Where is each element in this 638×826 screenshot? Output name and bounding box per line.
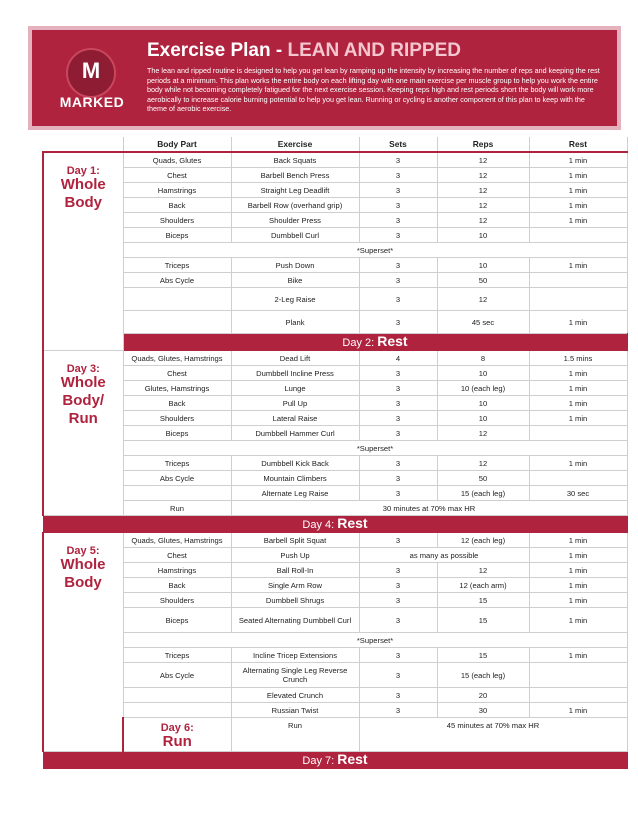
table-row: Hamstrings Straight Leg Deadlift 3 12 1 min <box>43 183 627 198</box>
table-row: Hamstrings Ball Roll-In 3 12 1 min <box>43 563 627 578</box>
table-row: Day 5: Whole Body Quads, Glutes, Hamstrings Barbell Split Squat 3 12 (each leg) 1 min <box>43 533 627 548</box>
superset-row: *Superset* <box>43 243 627 258</box>
schedule-table <box>42 137 628 769</box>
table-row: Shoulders Shoulder Press 3 12 1 min <box>43 213 627 228</box>
run-row: Day 6: Run Run 45 minutes at 70% max HR <box>43 718 627 752</box>
col-exercise: Exercise <box>231 137 359 152</box>
table-row: Back Barbell Row (overhand grip) 3 12 1 min <box>43 198 627 213</box>
col-rest: Rest <box>529 137 627 152</box>
exercise-schedule <box>42 137 626 769</box>
marked-logo <box>44 44 140 114</box>
table-row: Back Pull Up 3 10 1 min <box>43 396 627 411</box>
day4-rest-row <box>43 516 627 533</box>
table-row: Alternate Leg Raise 3 15 (each leg) 30 sec <box>43 486 627 501</box>
day5-label: Day 5: Whole Body <box>43 533 123 752</box>
logo-mark-icon: M <box>66 48 116 98</box>
table-row: Abs Cycle Bike 3 50 <box>43 273 627 288</box>
table-row: Day 3: Whole Body/ Run Quads, Glutes, Hamstrings Dead Lift 4 8 1.5 mins <box>43 351 627 366</box>
page-title <box>147 40 461 62</box>
table-row: Triceps Dumbbell Kick Back 3 12 1 min <box>43 456 627 471</box>
table-row: Back Single Arm Row 3 12 (each arm) 1 min <box>43 578 627 593</box>
table-row: Abs Cycle Alternating Single Leg Reverse Crunch 3 15 (each leg) <box>43 663 627 688</box>
table-row: Shoulders Lateral Raise 3 10 1 min <box>43 411 627 426</box>
table-row: Abs Cycle Mountain Climbers 3 50 <box>43 471 627 486</box>
column-header-row <box>43 137 627 152</box>
day6-label: Day 6: Run <box>123 718 231 752</box>
logo-wordmark: MARKED <box>59 94 125 110</box>
col-body-part: Body Part <box>123 137 231 152</box>
day4-pre: Day 4: <box>302 518 335 531</box>
table-row: Triceps Push Down 3 10 1 min <box>43 258 627 273</box>
col-reps: Reps <box>437 137 529 152</box>
table-row: Plank 3 45 sec 1 min <box>43 311 627 334</box>
day2-rest-row <box>43 334 627 351</box>
day7-pre: Day 7: <box>302 754 335 767</box>
table-row: Chest Barbell Bench Press 3 12 1 min <box>43 168 627 183</box>
table-row: Biceps Dumbbell Curl 3 10 <box>43 228 627 243</box>
table-row: Chest Dumbbell Incline Press 3 10 1 min <box>43 366 627 381</box>
day1-label: Day 1: Whole Body <box>43 152 123 351</box>
day4-name: Rest <box>337 514 368 531</box>
table-row: Elevated Crunch 3 20 <box>43 688 627 703</box>
day7-name: Rest <box>337 750 368 767</box>
day2-name: Rest <box>377 332 408 349</box>
col-sets: Sets <box>359 137 437 152</box>
title-sub: LEAN AND RIPPED <box>287 40 461 61</box>
plan-description: The lean and ripped routine is designed to help you get lean by ramping up the intensity by increasing the number of reps and keeping the rest periods at a minimum. This plan works the entire body on each lifting day with one main exercise per muscle group to help you work the entire body while not becoming completely fatigued for the next exercise session. Keeping reps high and rest periods short the body will work more aerobically to increase calorie burning potential to help you get lean. Running or cycling is another component of this plan to keep with the theme of aerobic exercise. <box>147 66 600 114</box>
table-row: Chest Push Up as many as possible 1 min <box>43 548 627 563</box>
table-row: Shoulders Dumbbell Shrugs 3 15 1 min <box>43 593 627 608</box>
table-row: Triceps Incline Tricep Extensions 3 15 1 min <box>43 648 627 663</box>
table-row: Glutes, Hamstrings Lunge 3 10 (each leg) 1 min <box>43 381 627 396</box>
day2-pre: Day 2: <box>342 336 375 349</box>
title-main: Exercise Plan - <box>147 40 283 61</box>
day3-label: Day 3: Whole Body/ Run <box>43 351 123 516</box>
day7-rest-row <box>43 752 627 769</box>
superset-row: *Superset* <box>43 441 627 456</box>
run-row: Run 30 minutes at 70% max HR <box>43 501 627 516</box>
table-row: Biceps Seated Alternating Dumbbell Curl 3 15 1 min <box>43 608 627 633</box>
superset-row: *Superset* <box>43 633 627 648</box>
table-row: Russian Twist 3 30 1 min <box>43 703 627 718</box>
table-row: Biceps Dumbbell Hammer Curl 3 12 <box>43 426 627 441</box>
table-row: Day 1: Whole Body Quads, Glutes Back Squats 3 12 1 min <box>43 152 627 168</box>
table-row: 2-Leg Raise 3 12 <box>43 288 627 311</box>
